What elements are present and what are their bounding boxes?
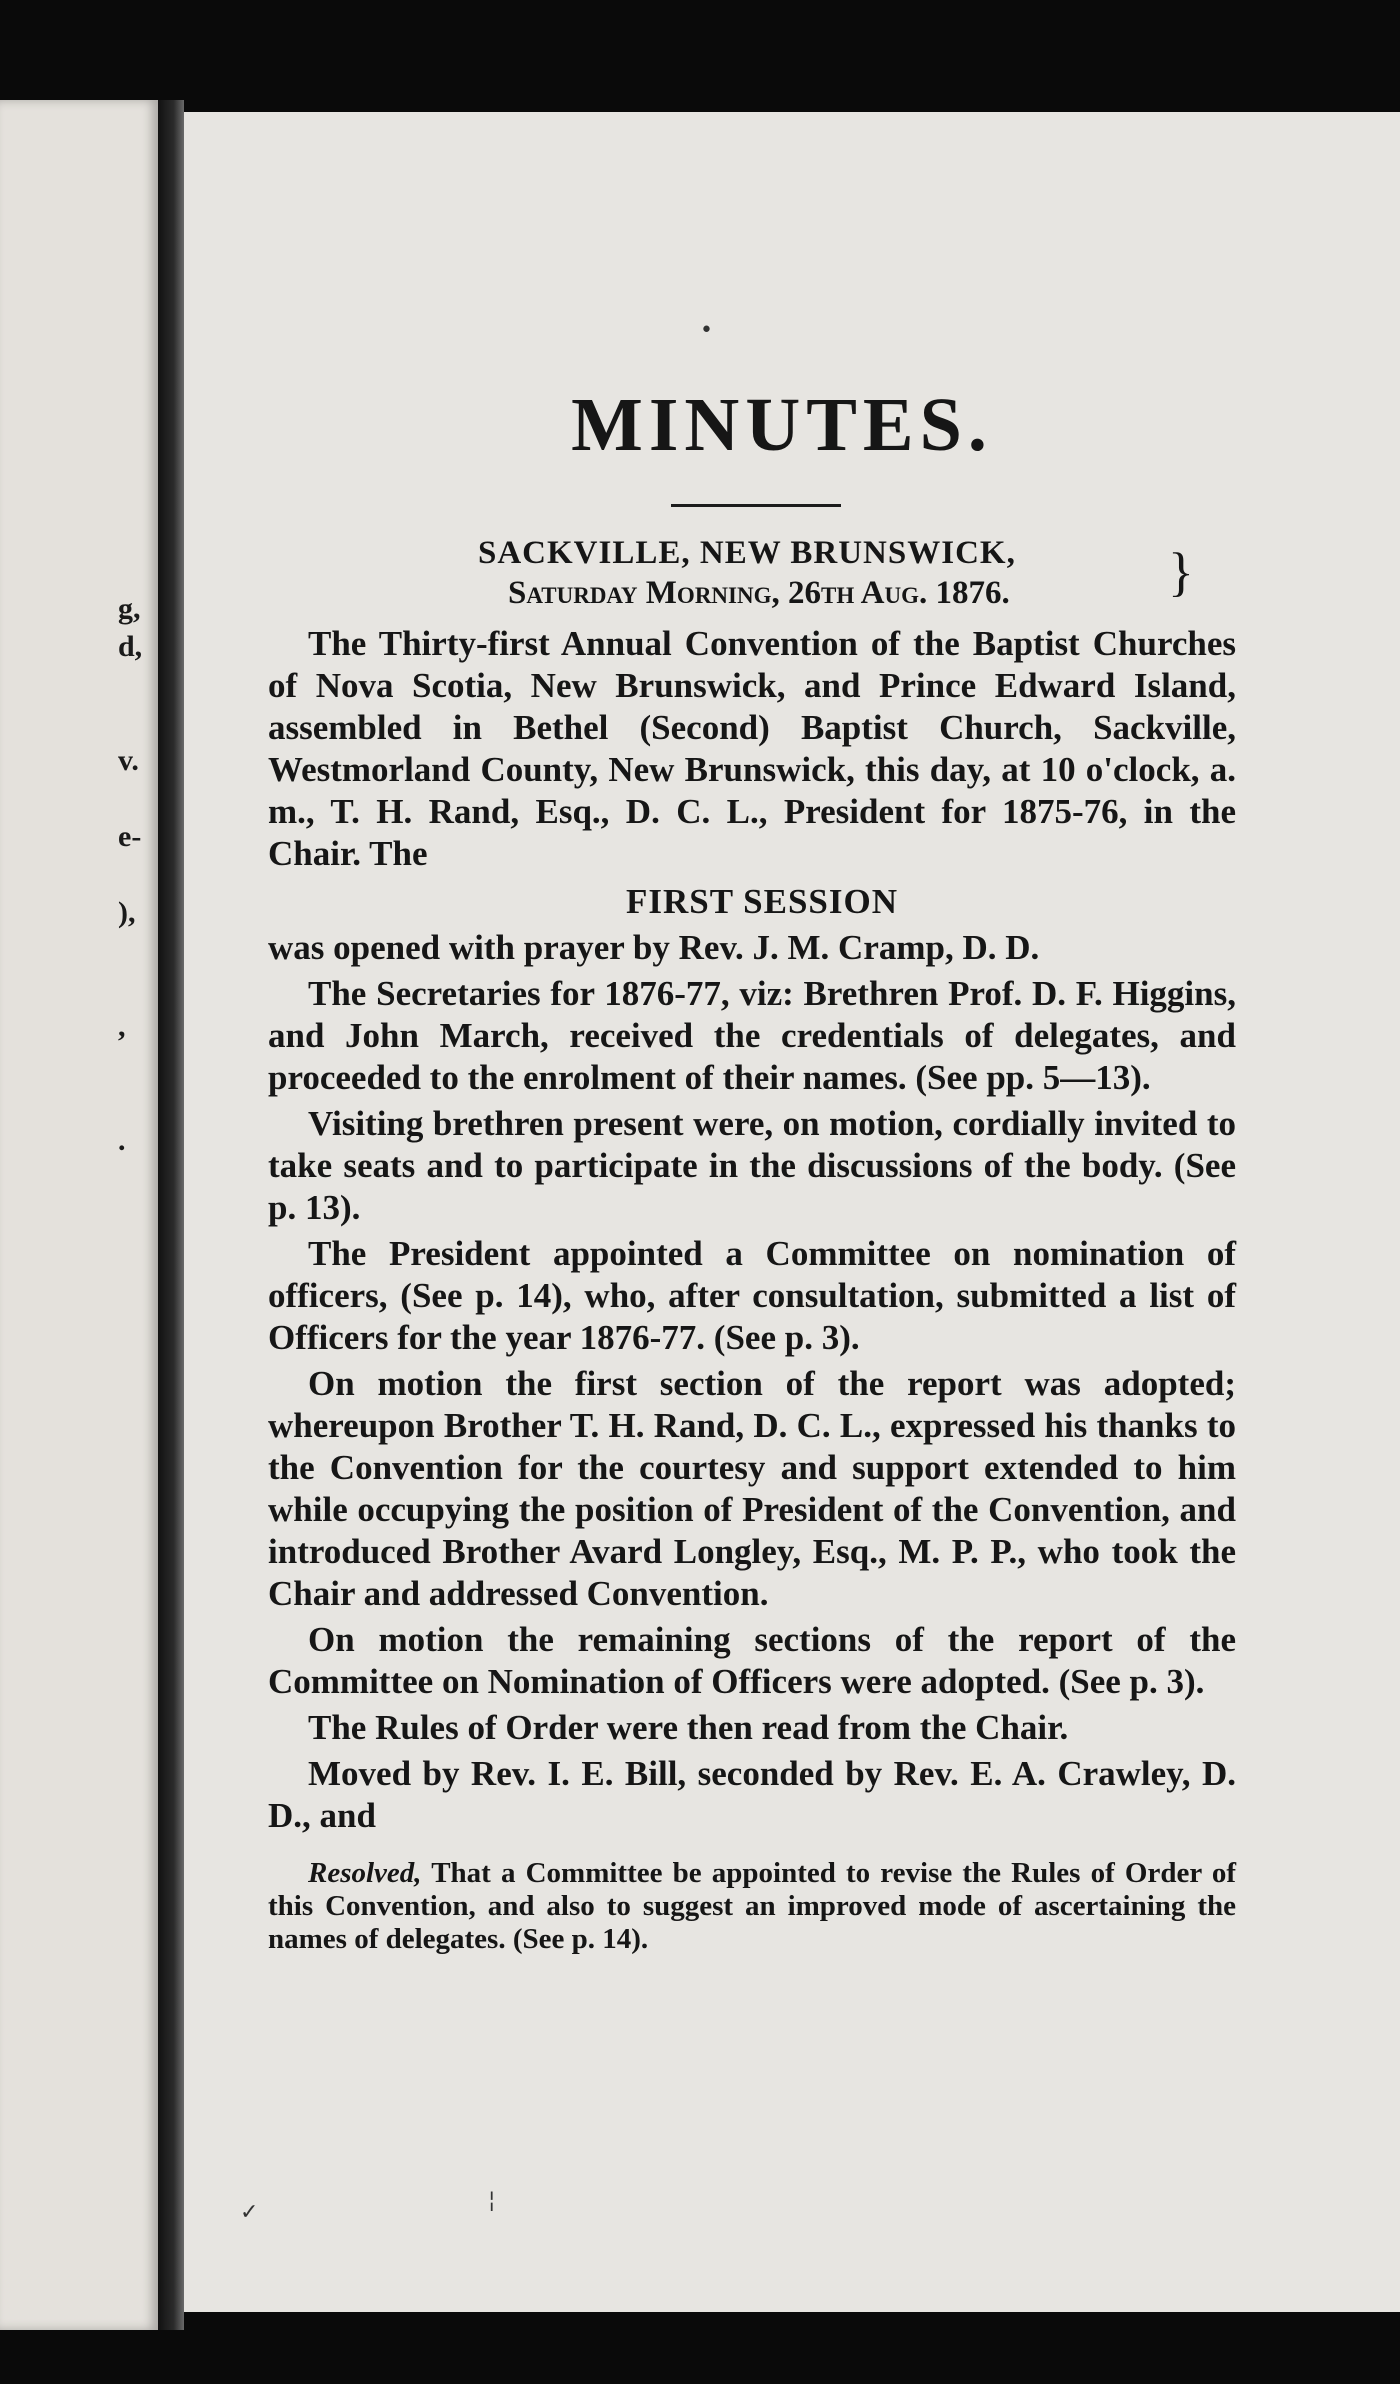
scan-speck: ✓ (240, 2200, 259, 2225)
left-fragment (118, 970, 158, 1008)
left-fragment (118, 1084, 158, 1122)
left-fragment: ), (118, 896, 136, 929)
paragraph-moved: Moved by Rev. I. E. Bill, seconded by Rev. E. A. Crawley, D. D., and (268, 1754, 1236, 1835)
paragraph-first-section: On motion the first section of the report was adopted; whereupon Brother T. H. Rand, D. C. L., expressed his thanks to the Convention for the courtesy and support extended to him while occupying the position of President of the Convention, and introduced Brother Avard Longley, Esq., M. P. P., who took the Chair and addressed Convention. (268, 1364, 1236, 1613)
resolved-label: Resolved, (308, 1857, 422, 1889)
page-title: MINUTES. (571, 383, 993, 467)
dateline (268, 533, 1236, 613)
paragraph-secretaries: The Secretaries for 1876-77, viz: Brethren Prof. D. F. Higgins, and John March, received the credentials of delegates, and proceeded to the enrolment of their names. (See pp. 5—13). (268, 974, 1236, 1097)
left-page-cut-text (118, 590, 158, 1160)
left-fragment: e- (118, 820, 142, 853)
left-fragment (118, 1046, 158, 1084)
scan-bottom-border (0, 2330, 1400, 2384)
dateline-place: SACKVILLE, NEW BRUNSWICK, (478, 535, 1016, 571)
dateline-date: Saturday Morning, 26th Aug. 1876. (508, 575, 1010, 611)
left-fragment (118, 780, 158, 818)
paragraph-remaining: On motion the remaining sections of the report of the Committee on Nomination of Officers were adopted. (See p. 3). (268, 1620, 1236, 1701)
left-fragment (118, 666, 158, 704)
left-fragment: . (118, 1124, 126, 1157)
left-fragment: g, (118, 592, 141, 625)
page-content (268, 380, 1236, 1985)
left-facing-page (0, 100, 158, 2330)
title-rule (671, 504, 841, 507)
left-fragment (118, 704, 158, 742)
left-fragment: , (118, 1010, 126, 1043)
scan-speck: ¦ (488, 2188, 496, 2213)
left-fragment: d, (118, 630, 143, 663)
scan-speck: • (700, 318, 713, 343)
paragraph-rules: The Rules of Order were then read from the Chair. (308, 1708, 1069, 1747)
left-fragment (118, 856, 158, 894)
paragraph-committee: The President appointed a Committee on nomination of officers, (See p. 14), who, after consultation, submitted a list of Officers for the year 1876-77. (See p. 3). (268, 1234, 1236, 1357)
session-heading: FIRST SESSION (625, 882, 899, 921)
paragraph-prayer: was opened with prayer by Rev. J. M. Cramp, D. D. (268, 928, 1040, 967)
left-fragment (118, 932, 158, 970)
resolution (268, 1857, 1236, 1956)
dateline-brace: } (1168, 542, 1194, 602)
resolution-text: That a Committee be appointed to revise the Rules of Order of this Convention, and also to suggest an improved mode of ascertaining the names of delegates. (See p. 14). (268, 1857, 1236, 1955)
paragraph-visiting: Visiting brethren present were, on motion, cordially invited to take seats and to participate in the discussions of the body. (See p. 13). (268, 1104, 1236, 1227)
paragraph-opening: The Thirty-first Annual Convention of the Baptist Churches of Nova Scotia, New Brunswick, and Prince Edward Island, assembled in Bethel (Second) Baptist Church, Sackville, Westmorland County, New Brunswick, this day, at 10 o'clock, a. m., T. H. Rand, Esq., D. C. L., President for 1875-76, in the Chair. The (268, 624, 1236, 873)
book-gutter (158, 100, 184, 2330)
left-fragment: v. (118, 744, 139, 777)
